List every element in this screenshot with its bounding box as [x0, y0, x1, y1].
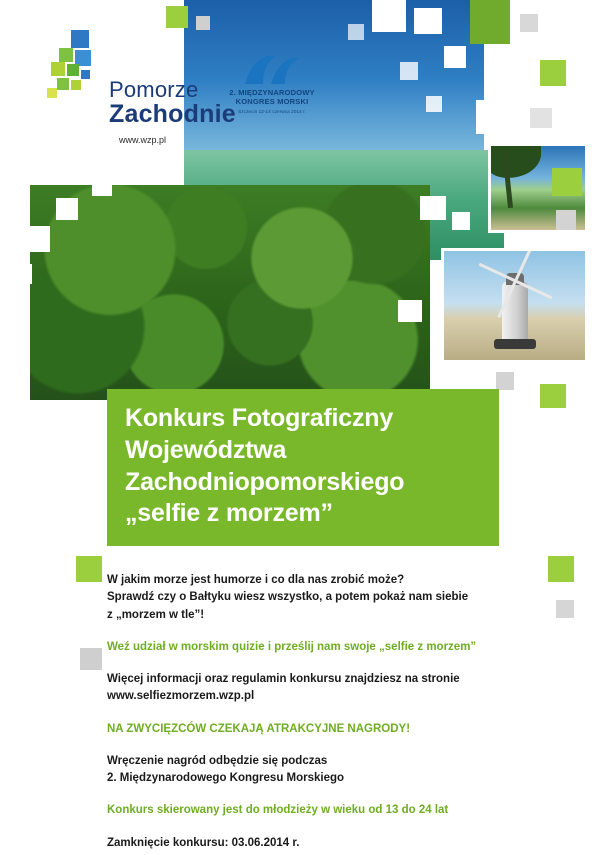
paragraph-more-info — [107, 671, 547, 706]
intro-line-3: z „morzem w tle”! — [107, 608, 205, 621]
deco-square — [470, 0, 510, 44]
deco-square — [476, 100, 512, 134]
deco-square — [520, 14, 538, 32]
deco-square — [348, 24, 364, 40]
deco-square — [400, 62, 418, 80]
more-info-line-1: Więcej informacji oraz regulamin konkursu znajdziesz na stronie — [107, 673, 460, 685]
body-copy — [107, 572, 547, 855]
paragraph-deadline: Zamknięcie konkursu: 03.06.2014 r. — [107, 836, 300, 849]
tree-canopy — [488, 143, 541, 178]
pomorze-zachodnie-logo-icon — [45, 30, 101, 102]
congress-logo — [218, 52, 326, 114]
ceremony-line-2: 2. Międzynarodowego Kongresu Morskiego — [107, 772, 345, 784]
deco-square — [452, 212, 470, 230]
deco-square — [490, 56, 520, 84]
deco-square — [496, 372, 514, 390]
title-line-4: „selfie z morzem” — [125, 499, 333, 528]
paragraph-ceremony — [107, 753, 547, 788]
deco-square — [76, 556, 102, 582]
deco-square — [166, 6, 188, 28]
paragraph-prizes: NA ZWYCIĘZCÓW CZEKAJĄ ATRAKCYJNE NAGRODY! — [107, 722, 411, 735]
paragraph-eligibility: Konkurs skierowany jest do młodzieży w wieku od 13 do 24 lat — [107, 804, 449, 817]
deco-square — [556, 210, 576, 230]
deco-square — [548, 556, 574, 582]
lighthouse-base — [494, 339, 536, 349]
deco-square — [552, 168, 582, 196]
deco-square — [398, 300, 422, 322]
deco-square — [56, 198, 78, 220]
title-banner — [107, 389, 499, 546]
title-line-1: Konkurs Fotograficzny — [125, 404, 394, 432]
lighthouse-photo — [441, 248, 588, 363]
logo-wordmark — [109, 78, 236, 127]
deco-square — [530, 108, 552, 128]
logo-line-2: Zachodnie — [109, 100, 236, 129]
deco-square — [12, 264, 32, 284]
deco-square — [128, 152, 154, 178]
deco-square — [420, 196, 446, 220]
congress-line-2: KONGRES MORSKI — [235, 97, 309, 107]
deco-square — [24, 226, 50, 252]
deco-square — [540, 60, 566, 86]
ceremony-line-1: Wręczenie nagród odbędzie się podczas — [107, 754, 328, 767]
logo-url: www.wzp.pl — [119, 135, 167, 145]
deco-square — [426, 96, 442, 112]
lighthouse-tower — [502, 281, 528, 343]
paragraph-intro — [107, 572, 547, 624]
logo-line-1: Pomorze — [109, 77, 199, 102]
congress-line-1: 2. MIĘDZYNARODOWY — [229, 88, 315, 97]
deco-square — [80, 648, 102, 670]
wave-icon — [241, 52, 303, 86]
forest-photo — [30, 185, 430, 400]
congress-date: Szczecin 12-14 czerwca 2014 r. — [238, 108, 306, 114]
deco-square — [414, 8, 442, 34]
congress-title — [218, 88, 326, 107]
deco-square — [556, 600, 574, 618]
title-line-2: Województwa — [125, 435, 287, 464]
contest-website[interactable]: www.selfiezmorzem.wzp.pl — [107, 690, 255, 703]
deco-square — [444, 46, 466, 68]
paragraph-call-to-action: Weź udział w morskim quizie i prześlij nam swoje „selfie z morzem” — [107, 640, 477, 653]
deco-square — [540, 384, 566, 408]
intro-line-1: W jakim morze jest humorze i co dla nas zrobić może? — [107, 574, 405, 586]
deco-square — [92, 176, 112, 196]
deco-square — [372, 0, 406, 32]
intro-line-2: Sprawdź czy o Bałtyku wiesz wszystko, a potem pokaż nam siebie — [107, 591, 469, 604]
title-line-3: Zachodniopomorskiego — [125, 467, 405, 496]
regional-logo — [45, 28, 236, 145]
